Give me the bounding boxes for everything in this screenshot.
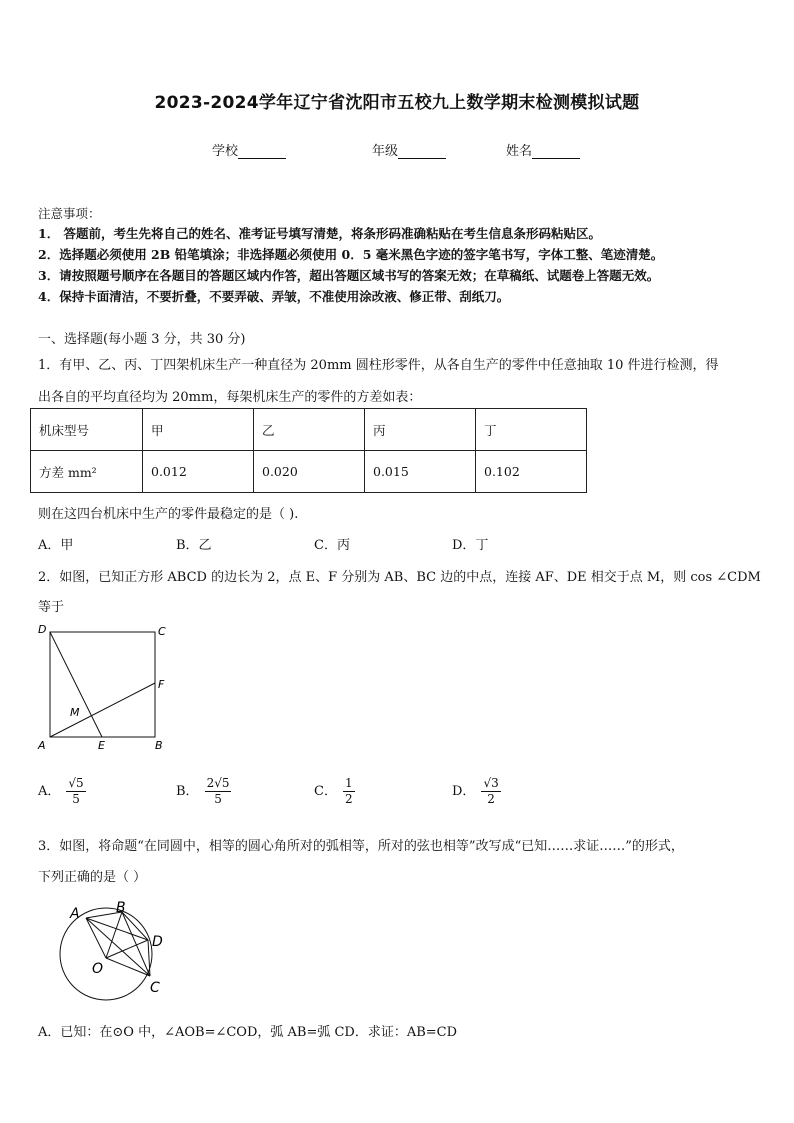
option-label: A．: [38, 784, 61, 799]
label-m: M: [70, 706, 80, 719]
table-cell: 丁: [476, 409, 587, 451]
square-outline: [50, 632, 155, 737]
name-label: 姓名: [506, 144, 533, 159]
label-e: E: [98, 739, 105, 752]
table-cell: 0.020: [254, 451, 365, 493]
q1-option-b[interactable]: B．乙: [176, 538, 212, 553]
segment-af: [50, 683, 155, 737]
q1-question: 则在这四台机床中生产的零件最稳定的是（ ).: [38, 507, 299, 522]
fraction: [481, 776, 500, 807]
school-field: [212, 140, 286, 159]
name-blank[interactable]: [532, 146, 580, 159]
table-cell: 乙: [254, 409, 365, 451]
fraction: [205, 776, 232, 807]
label-d: D: [152, 934, 163, 950]
notes-heading: 注意事项：: [38, 206, 101, 221]
label-b: B: [116, 900, 126, 916]
table-cell: 甲: [143, 409, 254, 451]
label-c: C: [150, 980, 160, 996]
q3-text-line1: 3．如图，将命题“在同圆中，相等的圆心角所对的弧相等，所对的弦也相等”改写成“已知……求证……”的形式，: [38, 839, 684, 854]
label-a: A: [70, 906, 80, 922]
q2-option-a[interactable]: [38, 776, 86, 807]
option-label: C．: [314, 784, 337, 799]
q1-option-a[interactable]: A．甲: [38, 538, 74, 553]
denominator: 5: [214, 792, 222, 806]
denominator: 2: [344, 792, 353, 806]
label-d: D: [38, 623, 47, 636]
school-label: 学校: [212, 144, 239, 159]
name-field: [506, 140, 580, 159]
numerator: 1: [344, 776, 353, 790]
numerator: √5: [68, 776, 84, 790]
q2-option-b[interactable]: [176, 776, 231, 807]
fraction: [343, 776, 355, 807]
table-header-row: [31, 409, 587, 451]
note-item-2: 2．选择题必须使用 2B 铅笔填涂；非选择题必须使用 0．5 毫米黑色字迹的签字笔书写，字体工整、笔迹清楚。: [38, 247, 664, 262]
q2-option-d[interactable]: [452, 776, 501, 807]
q1-option-d[interactable]: D．丁: [452, 538, 489, 553]
q1-text-line1: 1．有甲、乙、丙、丁四架机床生产一种直径为 20mm 圆柱形零件，从各自生产的零件中任意抽取 10 件进行检测，得: [38, 358, 719, 373]
option-label: D．: [452, 784, 476, 799]
q1-option-c[interactable]: C．丙: [314, 538, 350, 553]
table-cell: 0.102: [476, 451, 587, 493]
table-cell: 机床型号: [31, 409, 143, 451]
table-cell: 0.012: [143, 451, 254, 493]
radius-ob: [106, 912, 122, 958]
label-c: C: [158, 625, 166, 638]
table-cell: 丙: [365, 409, 476, 451]
numerator: 2√5: [206, 776, 230, 790]
label-a: A: [38, 739, 46, 752]
square-figure: [30, 620, 180, 760]
segment-de: [50, 632, 102, 737]
denominator: 2: [487, 792, 495, 806]
table-row: [31, 451, 587, 493]
q3-text-line2: 下列正确的是（ ）: [38, 870, 147, 885]
section-heading: 一、选择题(每小题 3 分，共 30 分): [38, 332, 246, 347]
note-item-4: 4．保持卡面清洁，不要折叠，不要弄破、弄皱，不准使用涂改液、修正带、刮纸刀。: [38, 289, 510, 304]
q2-text-line2: 等于: [38, 600, 65, 615]
table-cell: 方差 mm²: [31, 451, 143, 493]
note-item-3: 3．请按照题号顺序在各题目的答题区域内作答，超出答题区域书写的答案无效；在草稿纸、试题卷上答题无效。: [38, 268, 660, 283]
denominator: 5: [72, 792, 80, 806]
q2-text-line1: 2．如图，已知正方形 ABCD 的边长为 2，点 E、F 分别为 AB、BC 边的中点，连接 AF、DE 相交于点 M，则 cos ∠CDM: [38, 570, 761, 585]
school-blank[interactable]: [238, 146, 286, 159]
grade-label: 年级: [372, 144, 399, 159]
table-cell: 0.015: [365, 451, 476, 493]
q3-option-a[interactable]: A．已知：在⊙O 中，∠AOB=∠COD，弧 AB=弧 CD．求证：AB=CD: [38, 1025, 458, 1040]
fraction: [66, 776, 85, 807]
grade-blank[interactable]: [398, 146, 446, 159]
numerator: √3: [483, 776, 499, 790]
label-b: B: [155, 739, 163, 752]
grade-field: [372, 140, 446, 159]
label-f: F: [158, 678, 165, 691]
label-o: O: [92, 961, 104, 977]
option-label: B．: [176, 784, 199, 799]
circle-figure: [50, 896, 180, 1012]
exam-title: 2023-2024学年辽宁省沈阳市五校九上数学期末检测模拟试题: [154, 93, 640, 113]
q2-option-c[interactable]: [314, 776, 355, 807]
variance-table: [30, 408, 587, 493]
q1-text-line2: 出各自的平均直径均为 20mm，每架机床生产的零件的方差如表：: [38, 390, 422, 405]
note-item-1: 1． 答题前，考生先将自己的姓名、准考证号填写清楚，将条形码准确粘贴在考生信息条形码粘贴区。: [38, 226, 602, 241]
